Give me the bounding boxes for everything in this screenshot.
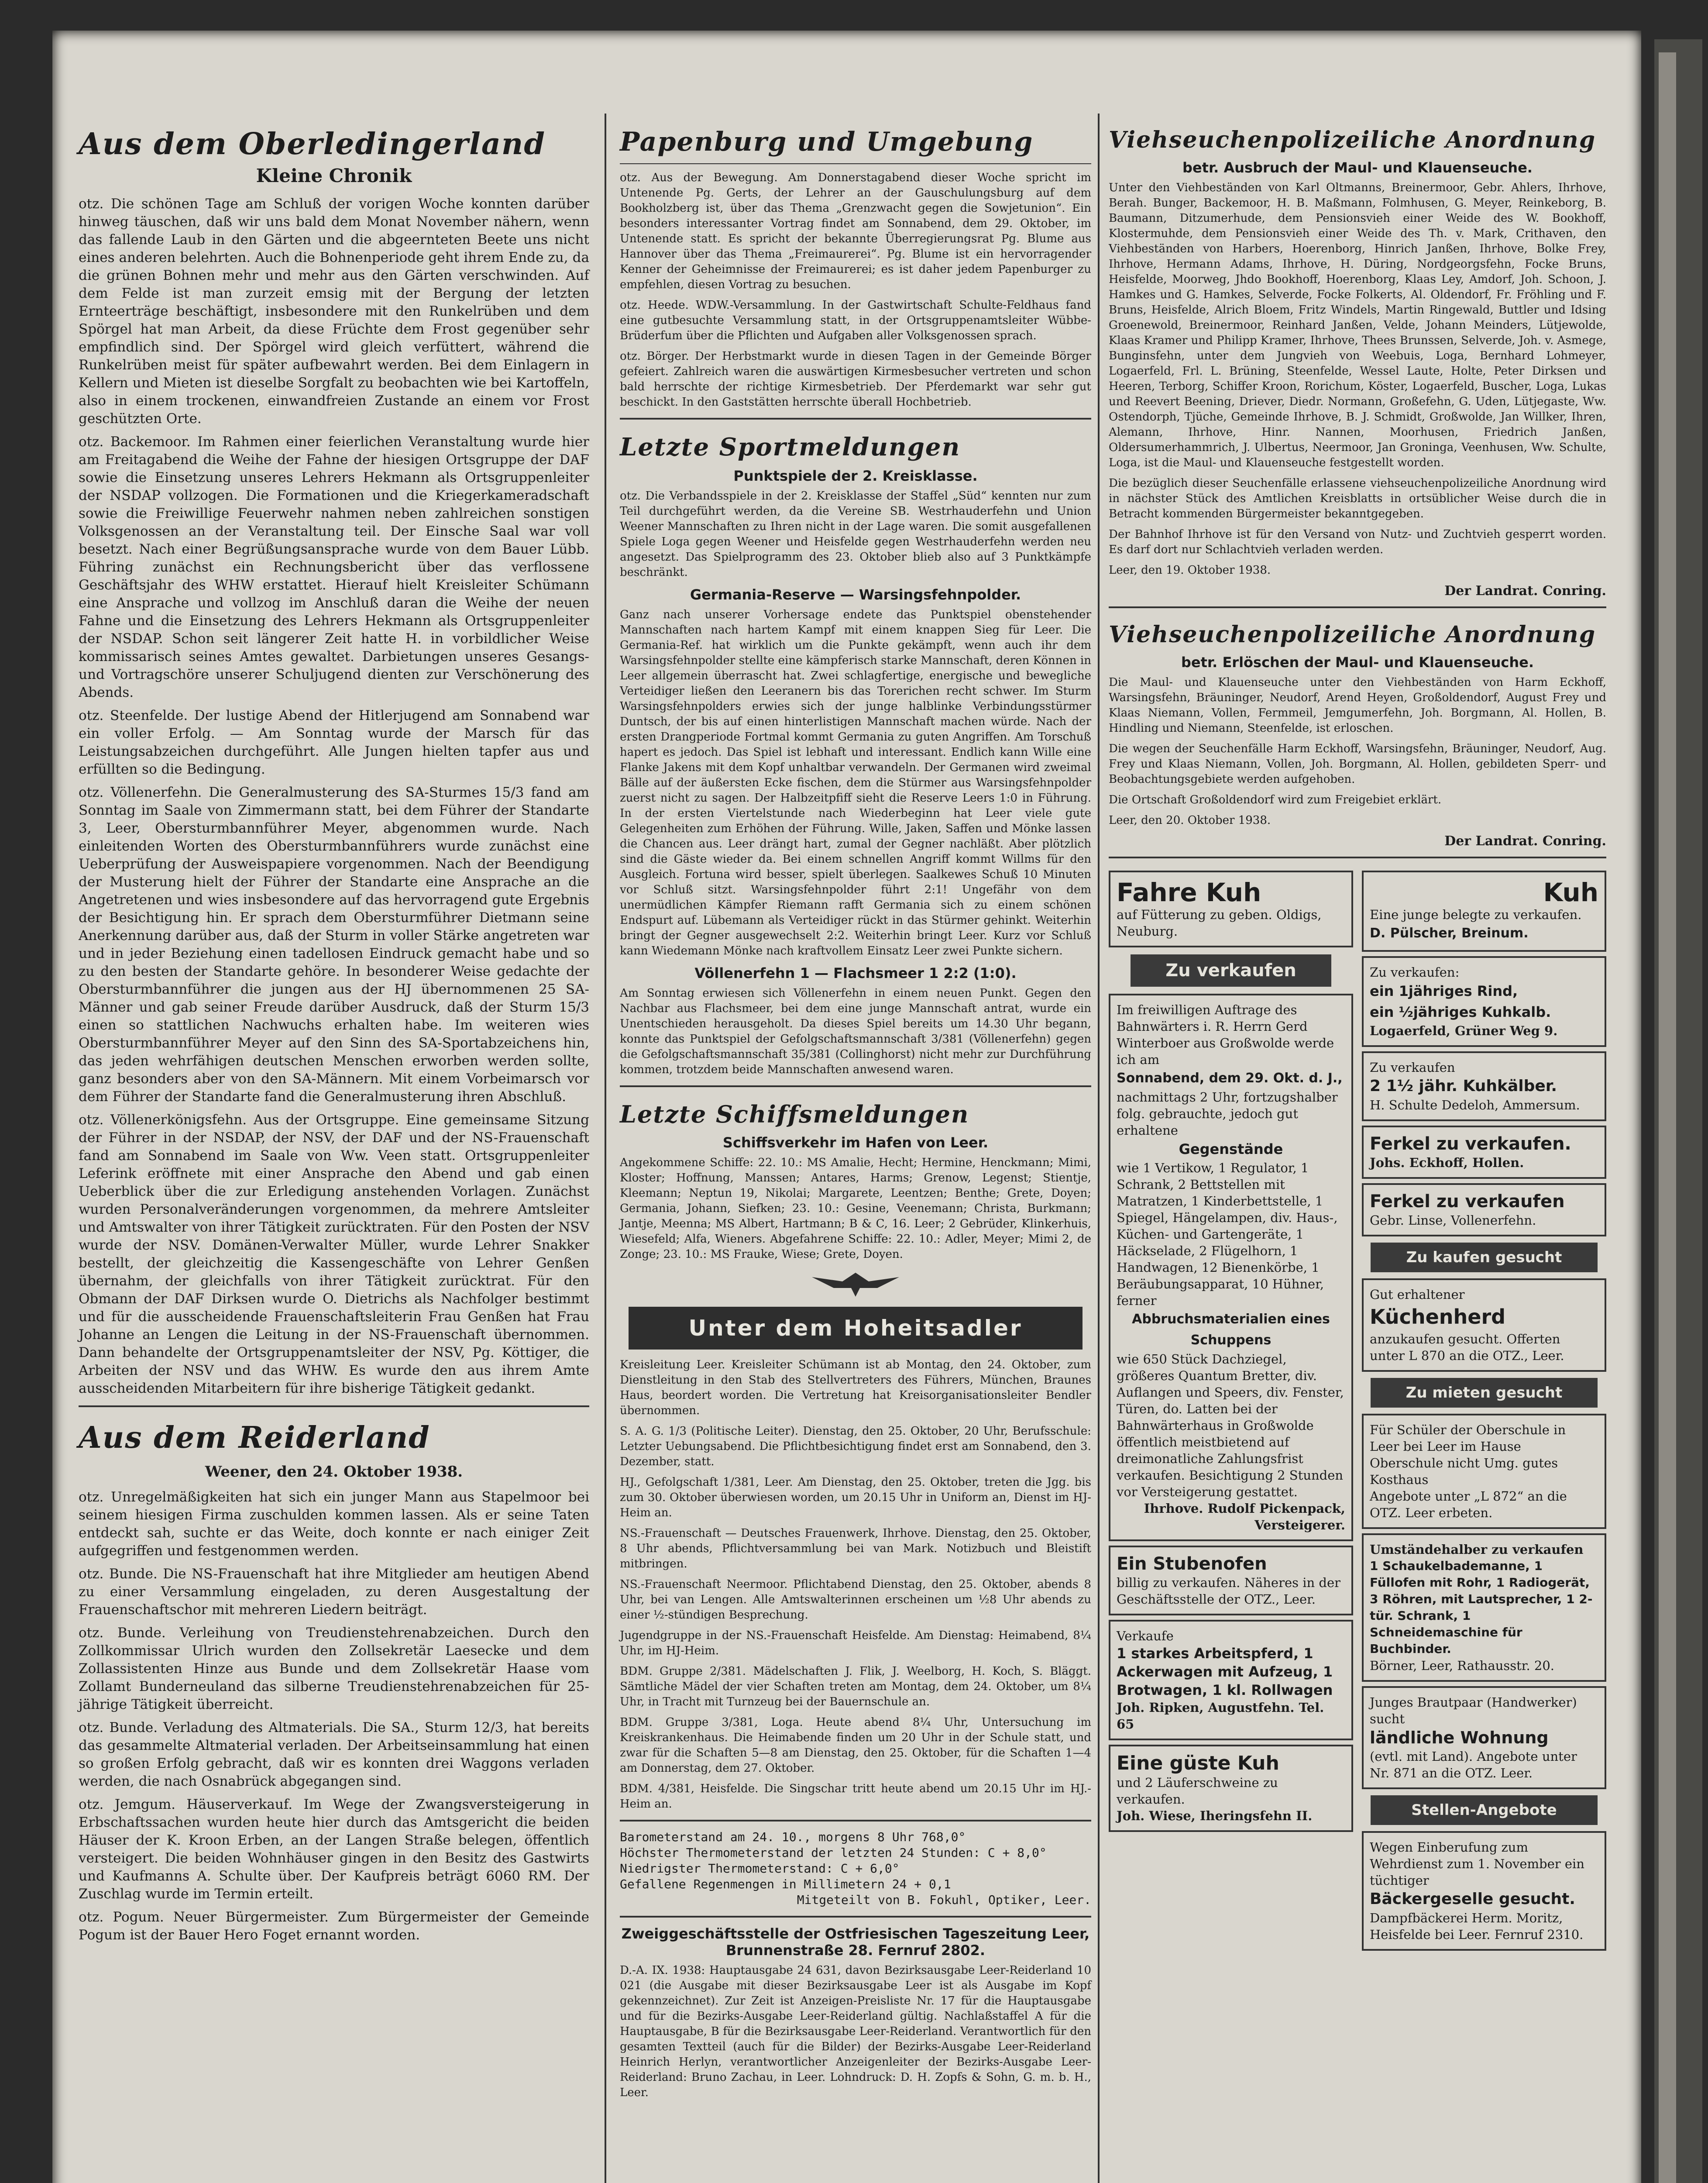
ad-text: (evtl. mit Land). Angebote unter Nr. 871 an die OTZ. Leer. [1370, 1749, 1577, 1780]
barometer-line: Gefallene Regenmengen in Millimetern 24 + 0,1 [620, 1877, 951, 1891]
ad-text: billig zu verkaufen. Näheres in der Geschäftsstelle der OTZ., Leer. [1117, 1575, 1340, 1607]
ad-kosthaus [1362, 1414, 1606, 1529]
zu-verkaufen-banner: Zu verkaufen [1131, 954, 1331, 987]
ad-signature: Ihrhove. Rudolf Pickenpack, Versteigerer. [1144, 1501, 1345, 1532]
binding-edge-inner [1659, 52, 1676, 2183]
ad-signature: Johs. Eckhoff, Hollen. [1370, 1155, 1524, 1170]
barometer-line: Barometerstand am 24. 10., morgens 8 Uhr 768,0° [620, 1830, 966, 1844]
notice-jugendgruppe: Jugendgruppe in der NS.-Frauenschaft Heisfelde. Am Dienstag: Heimabend, 8¼ Uhr, im HJ-Heim. [620, 1629, 1091, 1657]
ad-title: Ein Stubenofen [1117, 1554, 1267, 1574]
divider [1109, 857, 1606, 858]
ad-date: Sonnabend, dem 29. Okt. d. J., [1117, 1071, 1343, 1086]
ad-text: Für Schüler der Oberschule in Leer bei Leer im Hause Oberschule nicht Umg. gutes Kosthaus [1370, 1422, 1566, 1487]
ad-signature: Dampfbäckerei Herm. Moritz, Heisfelde bei Leer. Fernruf 2310. [1370, 1911, 1584, 1942]
article-bunde-altmaterial: otz. Bunde. Verladung des Altmaterials. Die SA., Sturm 12/3, hat bereits das gesammelte Altmaterial verladen. Der Arbeitseinsammlung hat einen so großen Erfolg gebracht, daß wir es konnten drei Waggons verladen werden, die nach Osnabrück abgegangen sind. [79, 1720, 589, 1789]
ads-right [1362, 866, 1606, 1955]
ad-auction [1109, 994, 1353, 1541]
article-boerger: otz. Börger. Der Herbstmarkt wurde in diesen Tagen in der Gemeinde Börger gefeiert. Zahlreich waren die auswärtigen Kirmesbesucher vertreten und schon bald herrschte der richtige Kirmesbetrieb. Der Pferdemarkt war sehr gut beschickt. In den Gaststätten herrschte überall Hochbetrieb. [620, 350, 1091, 409]
divider [620, 163, 1091, 164]
divider [620, 418, 1091, 420]
article-verbandsspiele: otz. Die Verbandsspiele in der 2. Kreisklasse der Staffel „Süd“ kennten nur zum Teil durchgeführt werden, da die Vereine SB. Westrhauderfehn und Union Weener Mannschaften zu Ihren nicht in der Lage waren. Die somit ausgefallenen Spiele Loga gegen Weener und Heisfelde gegen Westrhauderfehn werden neu angesetzt. Das Spielprogramm des 23. Oktober blieb also auf 3 Punktkämpfe beschränkt. [620, 489, 1091, 579]
ad-head: Zu verkaufen: [1370, 965, 1460, 980]
ad-title: Ferkel zu verkaufen [1370, 1191, 1565, 1212]
barometer-line: Mitgeteilt von B. Fokuhl, Optiker, Leer. [797, 1893, 1091, 1907]
ad-head: Zu verkaufen [1370, 1060, 1455, 1075]
ad-ferkel-1 [1362, 1126, 1606, 1179]
ad-title: Kuh [1543, 878, 1598, 907]
ad-text: ferner [1117, 1293, 1157, 1308]
ad-title: Fahre Kuh [1117, 878, 1261, 907]
article-pogum: otz. Pogum. Neuer Bürgermeister. Zum Bürgermeister der Gemeinde Pogum ist der Bauer Hero Foget ernannt worden. [79, 1909, 589, 1943]
notice-erloeschen-text: Die Maul- und Klauenseuche unter den Viehbeständen von Harm Eckhoff, Warsingsfehn, Bräuninger, Neudorf, Arend Heyen, Großoldendorf, August Frey und Klaas Niemann, Vollen, Fermmeil, Jemgumerfehn, Joh. Borgmann, Al. Hollen, B. Hindling und Niemann, Steenfelde, ist erloschen. [1109, 676, 1606, 735]
section-heading-papenburg: Papenburg und Umgebung [620, 127, 1034, 157]
ad-fahre-kuh [1109, 871, 1353, 947]
column-rule-2 [1098, 114, 1100, 2183]
article-bewegung: otz. Aus der Bewegung. Am Donnerstagabend dieser Woche spricht im Untenende Pg. Gerts, der Lehrer an der Gauschulungsburg auf dem Bookholzberg ist, über das Thema „Grenzwacht gegen die Sowjetunion“. Ein besonders interessanter Vortrag findet am Sonnabend, dem 29. Oktober, im Untenende statt. Es spricht der bekannte Überregierungsrat Pg. Blume aus Hannover über das Thema „Freimaurerei“. Pg. Blume ist ein hervorragender Kenner der Geheimnisse der Freimaurerei; es ist daher jedem Papenburger zu empfehlen, diesen Vortrag zu besuchen. [620, 171, 1091, 291]
notice-date: Leer, den 19. Oktober 1938. [1109, 564, 1271, 577]
divider [620, 1820, 1091, 1821]
ads-left [1109, 866, 1353, 1955]
ad-material: Abbruchsmaterialien eines Schuppens [1132, 1312, 1330, 1348]
article-voellenerfehn: otz. Völlenerfehn. Die Generalmusterung des SA-Sturmes 15/3 fand am Sonntag im Saale von Zimmermann statt, bei dem Führer der Standarte 3, Leer, Obersturmbannführer Meyer, abgenommen wurde. Nach einleitenden Worten des Obersturmbannführers wurde zunächst eine Ueberprüfung der Ausweispapiere vorgenommen. Nach der Beendigung der Musterung hielt der Führer der Standarte eine Ansprache an die Angetretenen und wies insbesondere auf das hervorragend gute Ergebnis der Besichtigung hin. Er sprach dem Obersturmführer Dietmann seine Anerkennung darüber aus, daß der Sturm in voller Stärke angetreten war und in jeder Beziehung einen tadellosen Eindruck gemacht habe und so zu den besten der Standarte gehöre. In besonderer Weise gedachte der Obersturmbannführer die jungen aus der HJ übernommenen 25 SA-Männer und gab seiner Freude darüber Ausdruck, daß der Sturm 15/3 einen so stattlichen Nachwuchs erhalten habe. Im weiteren wies Obersturmbannführer Meyer auf den Sinn des SA-Sportabzeichens hin, das jeden wehrfähigen deutschen Menschen erworben werden sollte, ganz besonders aber von den SA-Männern. Mit einem Vorbeimarsch vor dem Führer der Standarte fand die Generalmusterung ihren Abschluß. [79, 785, 589, 1105]
notice-subheading-erloeschen: betr. Erlöschen der Maul- und Klauenseuche. [1181, 654, 1534, 671]
ad-head: Verkaufe [1117, 1629, 1174, 1643]
barometer-line: Niedrigster Thermometerstand: C + 6,0° [620, 1861, 900, 1876]
ad-items: 1 starkes Arbeitspferd, 1 Ackerwagen mit Aufzeug, 1 Brotwagen, 1 kl. Rollwagen [1117, 1645, 1333, 1698]
eagle-icon [808, 1268, 904, 1299]
notice-heading-ausbruch: Viehseuchenpolizeiliche Anordnung [1109, 127, 1596, 153]
divider [620, 1916, 1091, 1918]
ad-signature: H. Schulte Dedeloh, Ammersum. [1370, 1098, 1580, 1112]
zu-kaufen-gesucht-banner: Zu kaufen gesucht [1371, 1243, 1598, 1272]
column-papenburg [620, 114, 1091, 2106]
notice-erloeschen-text2: Die wegen der Seuchenfälle Harm Eckhoff, Warsingsfehn, Bräuninger, Neudorf, Aug. Frey und Klaas Niemann, Vollen, Joh. Borgmann, Al. Hollen, gebildeten Sperr- und Beobachtungsgebiete werden aufgehoben. [1109, 742, 1606, 786]
column-oberledingerland [79, 114, 589, 1949]
article-jemgum: otz. Jemgum. Häuserverkauf. Im Wege der Zwangsversteigerung in Erbschaftssachen wurden heute hier durch das Amtsgericht die beiden Häuser der K. Kroon Erben, an der Langen Straße belegen, öffentlich versteigert. Die beiden Wohnhäuser gingen in den Besitz des Gastwirts und Kaufmanns A. Schulte über. Der Kaufpreis beträgt 6060 RM. Der Zuschlag wurde im Termin erteilt. [79, 1797, 589, 1902]
zu-mieten-gesucht-banner: Zu mieten gesucht [1371, 1378, 1598, 1408]
notice-ausbruch-text3: Der Bahnhof Ihrhove ist für den Versand von Nutz- und Zuchtvieh gesperrt worden. Es darf dort nur Schlachtvieh verladen werden. [1109, 528, 1606, 556]
article-bunde-frauenschaft: otz. Bunde. Die NS-Frauenschaft hat ihre Mitglieder am heutigen Abend zu einer Versammlung eingeladen, zu deren Ausgestaltung der Frauenschaftschor mit mehreren Liedern beiträgt. [79, 1566, 589, 1618]
notice-bdm-3: BDM. Gruppe 3/381, Loga. Heute abend 8¼ Uhr, Untersuchung im Kreiskrankenhaus. Die Heimabende finden um 20 Uhr in der Schule statt, und zwar für die Schaften 5—8 am Dienstag, den 25. Oktober, für die Schaften 1—4 am Donnerstag, dem 27. Oktober. [620, 1716, 1091, 1775]
notice-bdm-4: BDM. 4/381, Heisfelde. Die Singschar tritt heute abend um 20.15 Uhr im HJ.-Heim an. [620, 1782, 1091, 1811]
notice-frauenschaft-neermoor: NS.-Frauenschaft Neermoor. Pflichtabend Dienstag, den 25. Oktober, abends 8 Uhr, bei van Lengen. Alle Amtswalterinnen erscheinen um ½8 Uhr abends zu einer ½-stündigen Besprechung. [620, 1578, 1091, 1622]
article-bunde-treudienst: otz. Bunde. Verleihung von Treudienstehrenabzeichen. Durch den Zollkommissar Ulrich wurden den Zollsekretär Laesecke und dem Zollassistenten Hinze aus Bunde und dem Zollsekretär Haase vom Zollamt Bunderneuland das silberne Treudienstehrenabzeichen für 25-jährige Tätigkeit überreicht. [79, 1625, 589, 1712]
ad-verkaufe [1109, 1620, 1353, 1740]
notice-date: Leer, den 20. Oktober 1938. [1109, 814, 1271, 827]
ad-kuechenherd [1362, 1278, 1606, 1372]
ad-wohnung [1362, 1686, 1606, 1789]
banner-hoheitsadler: Unter dem Hoheitsadler [629, 1307, 1083, 1350]
ad-title: 2 1½ jähr. Kuhkälber. [1370, 1077, 1557, 1095]
section-heading-reiderland: Aus dem Reiderland [79, 1420, 430, 1455]
article-voellenerkoenigsfehn: otz. Völlenerkönigsfehn. Aus der Ortsgruppe. Eine gemeinsame Sitzung der Führer in der NSDAP, der NSV, der DAF und der NS-Frauenschaft fand am Sonnabend im Saale von Ww. Veen statt. Ortsgruppenleiter Leferink eröffnete mit einer Ansprache den Abend und gab einen Ueberblick über die zur Erledigung anstehenden Vorlagen. Zunächst wurden Personalveränderungen vorgenommen, da mehrere Amtsleiter und Amtswalter von ihrer Tätigkeit zurücktraten. Für den Posten der NSV wurde der NSV. Domänen-Verwalter Müller, wurde Lehrer Snakker bestellt, der gleichzeitig die Kassengeschäfte von Lehrer Genßen übernahm, der gleichfalls von ihrer Tätigkeit zurücktrat. Für den Obmann der DAF Dirksen wurde O. Dietrichs als Nachfolger bestimmt und für die ausscheidende Frauenschaftsleiterin Frau Genßen hat Frau Johanne an Lengen die Leitung in der NS-Frauenschaft übernommen. Dann behandelte der Ortsgruppenamtsleiter der NSV, Pg. Köttiger, die Arbeiten der NSV und das WHW. Es wurde den aus ihrem Amte ausscheidenden Mitarbeitern für ihre bisherige Tätigkeit gedankt. [79, 1112, 589, 1396]
ad-title: Bäckergeselle gesucht. [1370, 1890, 1575, 1908]
column-rule-1 [605, 114, 606, 2183]
ad-ferkel-2 [1362, 1183, 1606, 1236]
ad-kuhkaelber [1362, 1051, 1606, 1121]
notice-kreisleitung: Kreisleitung Leer. Kreisleiter Schümann ist ab Montag, den 24. Oktober, zum Dienstleitung in den Stab des Stellvertreters des Führers, München, Braunes Haus, beordert worden. Die Vertretung hat Kreisorganisationsleiter Bendler übernommen. [620, 1358, 1091, 1417]
ad-item: ein ½jähriges Kuhkalb. [1370, 1004, 1551, 1020]
section-heading-schiffsmeldungen: Letzte Schiffsmeldungen [620, 1100, 969, 1128]
ad-head: Umständehalber zu verkaufen [1370, 1542, 1584, 1557]
ad-title: Küchenherd [1370, 1305, 1506, 1329]
notice-frauenschaft-ihrhove: NS.-Frauenschaft — Deutsches Frauenwerk, Ihrhove. Dienstag, den 25. Oktober, 8 Uhr abends, Pflichtversammlung bei van Mark. Notizbuch und Bleistift mitbringen. [620, 1527, 1091, 1570]
ad-belegte-kuh [1362, 871, 1606, 952]
ad-signature: Börner, Leer, Rathausstr. 20. [1370, 1658, 1555, 1673]
ad-goods: wie 1 Vertikow, 1 Regulator, 1 Schrank, 2 Bettstellen mit Matratzen, 1 Kinderbettstelle, 1 Spiegel, Hängelampen, div. Haus-, Küchen- und Gartengeräte, 1 Häckselade, 2 Flügelhorn, 1 Handwagen, 12 Bienenkörbe, 1 Beräubungsapparat, 10 Hühner, [1117, 1160, 1338, 1291]
article-steenfelde: otz. Steenfelde. Der lustige Abend der Hitlerjugend am Sonnabend war ein voller Erfolg. — Am Sonntag wurde der Marsch für das Leistungsabzeichen durchgeführt. Alle Jungen hielten tapfer aus und erfüllten so die Bedingung. [79, 708, 589, 777]
notice-erloeschen-text3: Die Ortschaft Großoldendorf wird zum Freigebiet erklärt. [1109, 793, 1442, 806]
ad-item: ein 1jähriges Rind, [1370, 983, 1518, 999]
notice-ausbruch-text2: Die bezüglich dieser Seuchenfälle erlassene viehseuchenpolizeiliche Anordnung wird in nächster Stück des Amtlichen Kreisblatts in ortsüblicher Weise durch die in Betracht kommenden Bürgermeister bekanntgegeben. [1109, 477, 1606, 520]
article-heede: otz. Heede. WDW.-Versammlung. In der Gastwirtschaft Schulte-Feldhaus fand eine gutbesuchte Versammlung statt, in der Ortsgruppenamtsleiter Wübbe-Brüderfum über die Pflichten und Aufgaben aller Volksgenossen sprach. [620, 299, 1091, 342]
ad-text: Angebote unter „L 872“ an die OTZ. Leer erbeten. [1370, 1489, 1567, 1520]
ad-goods-title: Gegenstände [1179, 1141, 1283, 1157]
notice-subheading-ausbruch: betr. Ausbruch der Maul- und Klauenseuche. [1182, 159, 1533, 176]
stellen-angebote-banner: Stellen-Angebote [1371, 1795, 1598, 1825]
ad-signature: D. Pülscher, Breinum. [1370, 926, 1529, 941]
subheading-voellenerfehn-match: Völlenerfehn 1 — Flachsmeer 1 2:2 (1:0). [694, 965, 1017, 981]
ad-title: Ferkel zu verkaufen. [1370, 1134, 1571, 1154]
ad-text: Wegen Einberufung zum Wehrdienst zum 1. November ein tüchtiger [1370, 1840, 1584, 1888]
subheading-kleine-chronik: Kleine Chronik [256, 165, 412, 186]
article-unregelmaessigkeiten: otz. Unregelmäßigkeiten hat sich ein junger Mann aus Stapelmoor bei seinem hiesigen Firma zuschulden kommen lassen. Als er seine Taten entdeckt sah, suchte er das Weite, doch konnte er nach einiger Zeit aufgegriffen und festgenommen werden. [79, 1489, 589, 1559]
section-heading-sport: Letzte Sportmeldungen [620, 433, 961, 461]
ad-text: und 2 Läuferschweine zu verkaufen. [1117, 1775, 1278, 1807]
ad-items: 1 Schaukelbademanne, 1 Füllofen mit Rohr, 1 Radiogerät, 3 Röhren, mit Lautsprecher, 1 2-tür. Schrank, 1 Schneidemaschine für Buchbinder. [1370, 1559, 1593, 1656]
imprint-text: D.-A. IX. 1938: Hauptausgabe 24 631, davon Bezirksausgabe Leer-Reiderland 10 021 (die Ausgabe mit dieser Bezirksausgabe Leer ist als Ausgabe im Kopf gekennzeichnet). Zur Zeit ist Anzeigen-Preisliste Nr. 17 für die Hauptausgabe und für die Bezirks-Ausgabe Leer-Reiderland gültig. Nachlaßstaffel A für die Hauptausgabe, B für die Bezirksausgabe Leer-Reiderland. Verantwortlich für den gesamten Textteil (auch für die Bilder) der Bezirks-Ausgabe Leer-Reiderland Heinrich Herlyn, verantwortlicher Anzeigenleiter der Bezirks-Ausgabe Leer-Reiderland: Bruno Zachau, in Leer. Lohndruck: D. H. Zopfs & Sohn, G. m. b. H., Leer. [620, 1964, 1091, 2099]
ad-signature: Joh. Wiese, Iheringsfehn II. [1117, 1808, 1313, 1823]
ad-baeckergeselle [1362, 1831, 1606, 1951]
barometer-report [620, 1829, 1091, 1908]
ad-text: nachmittags 2 Uhr, fortzugshalber folg. gebrauchte, jedoch gut erhaltene [1117, 1090, 1338, 1138]
divider [620, 1085, 1091, 1087]
ad-title: Eine güste Kuh [1117, 1752, 1279, 1774]
notice-heading-erloeschen: Viehseuchenpolizeiliche Anordnung [1109, 621, 1596, 648]
column-notices-ads [1109, 114, 1606, 1955]
subheading-germania: Germania-Reserve — Warsingsfehnpolder. [690, 586, 1021, 603]
section-heading-oberledingerland: Aus dem Oberledingerland [79, 127, 546, 162]
ad-title: ländliche Wohnung [1370, 1728, 1549, 1747]
barometer-line: Höchster Thermometerstand der letzten 24 Stunden: C + 8,0° [620, 1846, 1047, 1860]
article-voellenerfehn-match: Am Sonntag erwiesen sich Völlenerfehn in einem neuen Punkt. Gegen den Nachbar aus Flachsmeer, bei dem eine junge Mannschaft antrat, wurde ein Unentschieden herausgeholt. Da dieses Spiel bereits um 14.30 Uhr begann, konnte das Punktspiel der Gefolgschaftsmannschaft 3/381 (Völlenerfehn) gegen die Gefolgschaftsmannschaft 35/381 (Collinghorst) nicht mehr zur Durchführung kommen, trotzdem beide Mannschaften anwesend waren. [620, 987, 1091, 1076]
divider [1109, 606, 1606, 608]
ad-signature: Logaerfeld, Grüner Weg 9. [1370, 1023, 1558, 1038]
ad-text: Im freiwilligen Auftrage des Bahnwärters i. R. Herrn Gerd Winterboer aus Großwolde werde ich am [1117, 1002, 1334, 1067]
ad-signature: Joh. Ripken, Augustfehn. Tel. 65 [1117, 1700, 1324, 1732]
ads-grid [1109, 866, 1606, 1955]
ad-text: auf Fütterung zu geben. Oldigs, Neuburg. [1117, 907, 1322, 939]
article-ships: Angekommene Schiffe: 22. 10.: MS Amalie, Hecht; Hermine, Henckmann; Mimi, Kloster; Hoffnung, Manssen; Antares, Harms; Grenow, Legenst; Stientje, Kleemann; Neptun 19, Nikolai; Margarete, Leentzen; Benthe; Grete, Doyen; Germania, Johann, Siefken; 23. 10.: Gesine, Veenemann; Christa, Burkmann; Jantje, Meenna; MS Albert, Hartmann; B & C, 16. Leer; 2 Gebrüder, Klinkerhuis, Wiesefeld; Alfa, Wieners. Abgefahrene Schiffe: 22. 10.: Adler, Meyer; Mimi 2, de Zonge; 23. 10.: MS Frauke, Wiese; Grete, Doyen. [620, 1156, 1091, 1261]
article-germania-match: Ganz nach unserer Vorhersage endete das Punktspiel obenstehender Mannschaften nach hartem Kampf mit einem knappen Sieg für Leer. Die Germania-Ref. hat wirklich um die Punkte gekämpft, wenn auch ihr dem Warsingsfehnpolder stellte eine kämpferisch starke Mannschaft, deren Können in Leer allgemein überrascht hat. Zwei schlagfertige, energische und bewegliche Verteidiger ließen den Leeranern bis das Torerichen recht schwer. Im Sturm Warsingsfehnpolders erwies sich der junge halblinke Verbindungsstürmer Duntsch, der bis auf einen hinterlistigen Mannschaft machen würde. Nach der ersten Drangperiode Fortmal kommt Germania zu guten Angriffen. Am Torschuß hapert es jedoch. Das Spiel ist lebhaft und interessant. Endlich kann Wille eine Flanke Jakens mit dem Kopf unhaltbar verwandeln. Der Germanen wird zweimal Bälle auf der äußersten Ecke fischen, dem die Stürmer aus Warsingsfehnpolder zuerst nicht zu sagen. Der Halbzeitpfiff sieht die Reserve Leers 1:0 in Führung. In der ersten Viertelstunde nach Wiederbeginn hat Leer viele gute Gelegenheiten zum Erhöhen der Führung. Wille, Jaken, Saffen und Mönke lassen die Chancen aus. Leer drängt hart, zumal der Gegner nachläßt. Aber plötzlich sind die Gäste wieder da. Bei einem schnellen Angriff kommt Willms für den Ausgleich. Fortuna wird besser, spielt überlegen. Saalkewes Schuß 10 Minuten vor Schluß sitzt. Warsingsfehnpolder führt 2:1! Ungefähr von dem unermüdlichen Kämpfer Riemann rafft Germania sich zu einem schönen Endspurt auf. Lübemann als Verteidiger rückt in das Stürmer gehinkt. Weiterhin bringt der Gegner ausgewechselt 2:2. Weiterhin bringt Leer. Kurz vor Schluß kann Wiedemann Mönke nach kraftvollem Einsatz Leer zwei Punkte sichern. [620, 608, 1091, 957]
ad-ein-stubenofen [1109, 1546, 1353, 1615]
ad-text: Eine junge belegte zu verkaufen. [1370, 907, 1582, 922]
ad-signature: Gebr. Linse, Vollenerfehn. [1370, 1213, 1536, 1228]
ad-text: wie 650 Stück Dachziegel, größeres Quantum Bretter, div. Auflangen und Speers, div. Fenster, Türen, do. Latten bei der Bahnwärterhaus in Großwolde öffentlich meistbietend auf dreimonatliche Zahlungsfrist verkaufen. Besichtigung 2 Stunden vor Versteigerung gestattet. [1117, 1352, 1344, 1499]
notice-signature: Der Landrat. Conring. [1444, 583, 1606, 599]
notice-ausbruch-text: Unter den Viehbeständen von Karl Oltmanns, Breinermoor, Gebr. Ahlers, Ihrhove, Berah. Bunger, Backemoor, H. B. Maßmann, Folmhusen, G. Meyer, Reinkeborg, B. Baumann, Ditzumerhude, dem Pensionsvieh einer Weide des W. Bookhoff, Klostermuhde, dem Pensionsvieh einer Weide des Th. v. Mark, Crithaven, den Viehbeständen von Harbers, Hoerenborg, Hinrich Janßen, Ihrhove, Bolke Frey, Ihrhove, Hermann Adams, Ihrhove, H. Düring, Nordgeorgsfehn, Focke Bruns, Heisfelde, Moorweg, Jhdo Bookhoff, Hoerenborg, Klaas Ley, Amdorf, Joh. Schoon, J. Hamkes und G. Hamkes, Selverde, Focke Folkerts, Al. Oldendorf, Fr. Fröhling und F. Bruns, Heisfelde, Alrich Bloem, Fritz Windels, Martin Ringewald, Buttler und Idsing Groenewold, Breinermoor, Reinhard Janßen, Velde, Johann Meinders, Lütjewolde, Klaas Kramer und Philipp Kramer, Ihrhove, Thees Brunssen, Selverde, Joh. v. Asmege, Bunginsfehn, unter dem Jungvieh von Weebuis, Loga, Bernhard Lohmeyer, Logaerfeld, Frl. L. Brüning, Steenfelde, Wessel Laute, Holte, Peter Dirksen und Heeren, Terborg, Schiffer Kroon, Rorichum, Köster, Logaerfeld, Buscher, Loga, Lukas und Reevert Beening, Driever, Diedr. Normann, Großefehn, G. Uden, Lütjegaste, Ww. Ostendorph, Tjüche, Gemeinde Ihrhove, B. J. Schmidt, Großwolde, Jan Willker, Ihren, Alemann, Ihrhove, Hinr. Nannen, Moorhusen, Friedrich Janßen, Oldersumerhammrich, J. Ulbertus, Neermoor, Jan Groninga, Veenhusen, Ww. Schulte, Loga, ist die Maul- und Klauenseuche festgestellt worden. [1109, 181, 1606, 469]
dateline-weener: Weener, den 24. Oktober 1938. [205, 1463, 463, 1481]
notice-signature: Der Landrat. Conring. [1444, 833, 1606, 849]
ad-head: Junges Brautpaar (Handwerker) sucht [1370, 1695, 1577, 1726]
notice-sag: S. A. G. 1/3 (Politische Leiter). Dienstag, den 25. Oktober, 20 Uhr, Berufsschule: Letzter Uebungsabend. Die Pflichtbesichtigung findet erst am Sonnabend, den 3. Dezember, statt. [620, 1425, 1091, 1468]
divider [79, 1405, 589, 1407]
imprint-heading: Zweiggeschäftsstelle der Ostfriesischen Tageszeitung Leer, Brunnenstraße 28. Fernruf 2802. [621, 1925, 1090, 1959]
article-weather: otz. Die schönen Tage am Schluß der vorigen Woche konnten darüber hinweg täuschen, daß wir uns bald dem Monat November nähern, wenn das fallende Laub in den Gärten und die abgeernteten Beete uns nicht eines anderen belehrten. Auch die Bohnenperiode geht ihrem Ende zu, da die grünen Bohnen mehr und mehr aus den Gärten verschwinden. Auf dem Felde ist man zurzeit emsig mit der Bergung der letzten Ernteerträge beschäftigt, insbesondere mit den Runkelrüben und dem Spörgel hat man Arbeit, da diese Früchte dem Frost gegenüber sehr empfindlich sind. Der Spörgel wird gleich verfüttert, während die Runkelrüben meist für später aufbewahrt werden. Bei dem Einlagern in Kellern und Mieten ist dieselbe Sorgfalt zu beobachten wie bei Kartoffeln, also in einem trockenen, einwandfreien Zustande an einem vor Frost geschützten Orte. [79, 196, 589, 427]
subheading-schiffsverkehr: Schiffsverkehr im Hafen von Leer. [722, 1134, 989, 1151]
notice-bdm-2: BDM. Gruppe 2/381. Mädelschaften J. Flik, J. Weelborg, H. Koch, S. Bläggt. Sämtliche Mädel der vier Schaften treten am Montag, dem 24. Oktober, um 8¼ Uhr, in Tracht mit Turnzeug bei der Bauernschule an. [620, 1665, 1091, 1708]
ad-text: anzukaufen gesucht. Offerten unter L 870 an die OTZ., Leer. [1370, 1332, 1564, 1363]
article-backemoor: otz. Backemoor. Im Rahmen einer feierlichen Veranstaltung wurde hier am Freitagabend die Weihe der Fahne der hiesigen Ortsgruppe der DAF sowie die Einsetzung unseres Lehrers Hekmann als Ortsgruppenleiter der NSDAP vollzogen. Die Formationen und die Kriegerkameradschaft sowie die Freiwillige Feuerwehr nahmen neben zahlreichen sonstigen Volksgenossen an der Veranstaltung teil. Der Einsche Saal war voll besetzt. Nach einer Begrüßungsansprache wurde von dem Bauer Lübb. Führing zunächst ein Rechnungsbericht über das verflossene Geschäftsjahr des WHW erstattet. Hierauf hielt Kreisleiter Schümann eine Ansprache und vollzog im Anschluß daran die Weihe der neuen Fahne und die Einsetzung des Lehrers Hekmann als Ortsgruppenleiter der NSDAP. Schon seit längerer Zeit hatte H. in vorbildlicher Weise kommissarisch seines Amtes gewaltet. Darbietungen unseres Gesangs- und Vortragschöre unserer Schuljugend dienten zur Verschönerung des Abends. [79, 434, 589, 700]
subheading-punktspiele: Punktspiele der 2. Kreisklasse. [733, 468, 978, 484]
ad-text: Gut erhaltener [1370, 1287, 1465, 1302]
notice-hj: HJ., Gefolgschaft 1/381, Leer. Am Dienstag, den 25. Oktober, treten die Jgg. bis zum 30. Oktober überwiesen worden, um 20.15 Uhr in Uniform an, Dienst im HJ-Heim an. [620, 1476, 1091, 1519]
ad-umstaendehalber [1362, 1533, 1606, 1682]
ad-guste-kuh [1109, 1745, 1353, 1832]
ad-rind [1362, 956, 1606, 1047]
